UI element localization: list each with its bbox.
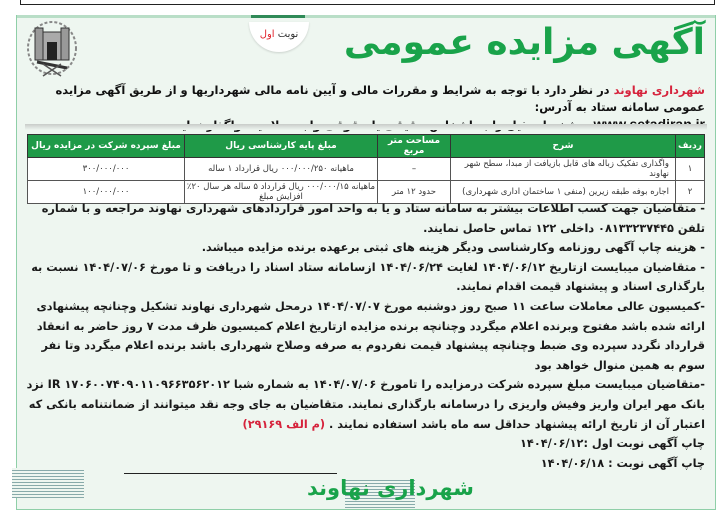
card-top-accent-mid	[251, 15, 305, 18]
condition-info-contact: - متقاضیان جهت کسب اطلاعات بیشتر به سامانه ستاد و یا به واحد امور قراردادهای شهرداری نهاوند مراجعه و با شماره تلفن ۰۸۱۳۳۲۳۷۴۴۵ داخلی ۱۲۲ تماس حاصل نمایند.	[41, 202, 705, 235]
print-date-first: چاپ آگهی نوبت اول :۱۴۰۴/۰۶/۱۲	[520, 437, 705, 451]
footer-signature: شهرداری نهاوند	[307, 476, 474, 500]
intro-line1: در نظر دارد با توجه به شرایط و مقررات مالی و آیین نامه مالی شهرداریها و از طریق آگهی مزایده عمومی سامانه ستاد به آدرس:	[55, 83, 705, 114]
condition-deposit-text: -متقاضیان میبایست مبلغ سپرده شرکت درمزایده را تامورخ ۱۴۰۴/۰۷/۰۶ به شماره شبا IR ۱۷۰۶۰۰۷۴۰۹۰۱۱۰۹۶۶۳۵۶۲۰۱۲ نزد بانک مهر ایران واریز وفیش واریزی را درسامانه بارگذاری نمایند. متقاضیان به جای وجه نقد میتوانند از ضمانتنامه بانکی که اعتبار آن از تاریخ ارائه پیشنهاد حداقل سه ماه باشد استفاده نمایند .	[26, 378, 705, 431]
col-header-deposit: مبلغ سپرده شرکت در مزایده ریال	[28, 135, 185, 158]
decorative-stripes-left	[12, 468, 84, 498]
cell-deposit: ۳۰۰/۰۰۰/۰۰۰	[28, 158, 185, 181]
print-date-second: چاپ آگهی نوبت : ۱۴۰۴/۰۶/۱۸	[540, 456, 705, 470]
conditions-text	[21, 199, 705, 473]
table-row	[28, 158, 705, 181]
cell-area: حدود ۱۲ متر	[378, 181, 451, 204]
cell-row-number: ۲	[676, 181, 705, 204]
condition-deposit	[21, 375, 705, 434]
auction-notice-card	[16, 15, 716, 510]
page-title: آگهی مزایده عمومی	[343, 22, 705, 63]
castle-emblem-icon	[25, 20, 80, 80]
cell-description: واگذاری تفکیک زباله های قابل بازیافت از مبدا، سطح شهر نهاوند	[451, 158, 676, 181]
cell-base-price: ماهیانه ۰۰۰/۰۰۰/۲۵۰ ریال قرارداد ۱ ساله	[185, 158, 378, 181]
round-badge	[249, 22, 309, 52]
col-header-base-price: مبلغ پایه کارشناسی ریال	[185, 135, 378, 158]
col-header-desc: شرح	[451, 135, 676, 158]
cell-base-price: ماهیانه ۰۰۰/۰۰۰/۱۵ ریال قرارداد ۵ ساله هر سال ۲۰٪ افزایش مبلغ	[185, 181, 378, 204]
cell-description: اجاره بوفه طبقه زیرین (منفی ۱ ساختمان اداری شهرداری)	[451, 181, 676, 204]
cell-area: –	[378, 158, 451, 181]
auction-items-table	[27, 134, 705, 204]
condition-commission: -کمیسیون عالی معاملات ساعت ۱۱ صبح روز دوشنبه مورخ ۱۴۰۴/۰۷/۰۷ درمحل شهرداری نهاوند تشکیل وچنانچه پیشنهادی ارائه شده باشد مفتوح وبرنده اعلام میگردد وچنانچه برنده مزایده ازتاریخ اعلام کمیسیون ظرف مدت ۷ روز حاضر به انعقاد قرارداد نگردد سپرده وی ضبط وچنانچه پیشنهاد قیمت نفردوم به صرفه وصلاح شهرداری باشد برنده اعلام میگردد وتا نفر سوم به همین منوال خواهد بود	[36, 299, 705, 372]
cell-row-number: ۱	[676, 158, 705, 181]
notice-code: (م الف ۲۹۱۶۹)	[242, 417, 326, 431]
round-badge-highlight: اول	[259, 29, 275, 40]
footer-divider	[124, 473, 337, 474]
condition-costs: - هزینه چاپ آگهی روزنامه وکارشناسی ودیگر هزینه های ثبتی برعهده برنده مزایده میباشد.	[201, 241, 705, 255]
round-badge-prefix: نوبت	[277, 29, 299, 40]
cell-deposit: ۱۰۰/۰۰۰/۰۰۰	[28, 181, 185, 204]
col-header-row: ردیف	[676, 135, 705, 158]
divider-shadow	[25, 124, 707, 130]
top-border-bar	[20, 0, 715, 5]
org-name: شهرداری نهاوند	[613, 83, 705, 97]
col-header-area: مساحت متر مربع	[378, 135, 451, 158]
condition-documents-dates: - متقاضیان میبایست ازتاریخ ۱۴۰۴/۰۶/۱۲ لغایت ۱۴۰۴/۰۶/۲۴ ازسامانه ستاد اسناد را دریافت و تا مورخ ۱۴۰۴/۰۷/۰۶ نسبت به بارگذاری اسناد و پیشنهاد قیمت اقدام نمایند.	[31, 260, 705, 294]
card-top-accent	[17, 15, 715, 18]
